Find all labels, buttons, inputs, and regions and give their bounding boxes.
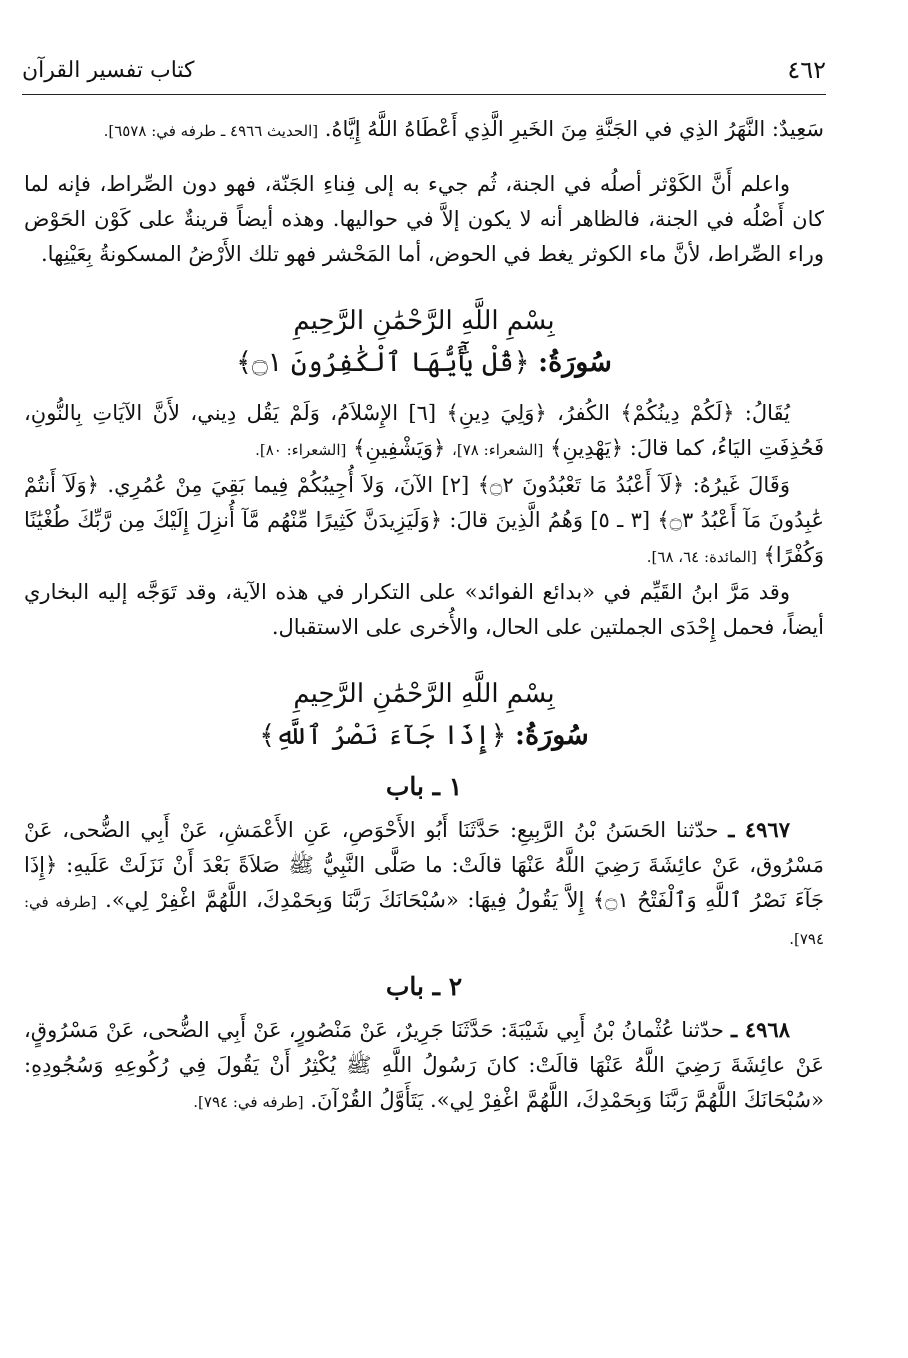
hadith-text: حدّثنا عُثْمانُ بْنُ أَبِي شَيْبَةَ: حَدَّثَنَا جَرِيرٌ، عَنْ مَنْصُورٍ، عَنْ أَبِي الضُّحى، عَنْ مَسْرُوقٍ، عَنْ عائِشَةَ رَضِيَ اللَّهُ عَنْهَا قالَتْ: كانَ رَسُولُ اللَّهِ ﷺ يُكْثِرُ أَنْ يَقُولَ فِي رُكُوعِهِ وَسُجُودِهِ: «سُبْحَانَكَ اللَّهُمَّ رَبَّنَا وَبِحَمْدِكَ، اللَّهُمَّ اغْفِرْ لِي». يَتَأَوَّلُ القُرْآنَ. [24,1018,824,1112]
paragraph-3 [24,396,824,468]
verse-reference: [المائدة: ٦٤، ٦٨]. [646,548,757,566]
paragraph-4-text: وَقَالَ غَيرُهُ: ﴿لَآ أَعْبُدُ مَا تَعْبُدُونَ ۝٢﴾ [٢] الآنَ، وَلاَ أُجِيبُكُمْ فِيما بَقِيَ مِنْ عُمُرِي. ﴿وَلَآ أَنتُمْ عَٰبِدُونَ مَآ أَعْبُدُ ۝٣﴾ [٣ ـ ٥] وَهُمُ الَّذِينَ قالَ: ﴿وَلَيَزِيدَنَّ كَثِيرًا مِّنْهُم مَّآ أُنزِلَ إِلَيْكَ مِن رَّبِّكَ طُغْيَٰنًا وَكُفْرًا﴾ [24,473,824,567]
hadith-4967 [24,812,824,957]
hadith-number: ٤٩٦٨ ـ [730,1017,790,1042]
paragraph-1-text: سَعِيدٌ: النَّهَرُ الذِي في الجَنَّةِ مِنَ الخَيرِ الَّذِي أَعْطَاهُ اللَّهُ إِيَّاهُ. [324,117,824,141]
surah-label: سُورَةُ: [538,347,612,378]
page-content [24,112,824,1120]
hadith-reference: [الحديث ٤٩٦٦ ـ طرفه في: ٦٥٧٨]. [103,122,319,140]
surah-name: ﴿قُلْ يَٰٓأَيُّهَا ٱلْكَٰفِرُونَ ۝١﴾ [236,347,530,378]
surah-heading [24,345,824,380]
chapter-heading: ١ ـ باب [385,772,463,801]
verse-reference: [الشعراء: ٨٠]. [255,441,347,459]
basmala: بِسْمِ اللَّهِ الرَّحْمَٰنِ الرَّحِيمِ [293,679,555,709]
basmala: بِسْمِ اللَّهِ الرَّحْمَٰنِ الرَّحِيمِ [293,306,555,336]
book-title: كتاب تفسير القرآن [22,58,195,83]
paragraph-3-verse: ﴿وَيَشْفِينِ﴾ [353,436,446,460]
surah-heading [24,718,824,753]
hadith-text: حدّثنا الحَسَنُ بْنُ الرَّبِيعِ: حَدَّثَنَا أَبُو الأَحْوَصِ، عَنِ الأَعْمَشِ، عَنْ أَبِي الضُّحى، عَنْ مَسْرُوق، عَنْ عائِشَةَ رَضِيَ اللَّهُ عَنْهَا قالَتْ: ما صَلَّى النَّبِيُّ ﷺ صَلاَةً بَعْدَ أَنْ نَزَلَتْ عَلَيهِ: ﴿إِذَا جَآءَ نَصْرُ ٱللَّهِ وَٱلْفَتْحُ ۝١﴾ إِلاَّ يَقُولُ فِيهَا: «سُبْحَانَكَ رَبَّنَا وَبِحَمْدِكَ، اللَّهُمَّ اغْفِرْ لِي». [24,818,824,912]
paragraph-1 [24,112,824,149]
hadith-reference: [طرفه في: ٧٩٤]. [193,1093,304,1111]
hadith-number: ٤٩٦٧ ـ [728,817,790,842]
page-number: ٤٦٢ [787,56,826,84]
chapter-heading: ٢ ـ باب [385,972,463,1001]
paragraph-2: واعلم أَنَّ الكَوْثر أصلُه في الجنة، ثُم جيء به إلى فِناءِ الجَنّة، فهو دون الصِّراط، فإنه لما كان أَصْلُه في الجنة، فالظاهر أنه لا يكون إلاَّ في حواليها. وهذه أيضاً قرينةٌ على كَوْن الحَوْض وراء الصِّراط، لأنَّ ماء الكوثر يغط في الحوض، أما المَحْشر فهو تلك الأَرْضُ المسكونةُ بِعَيْنِها. [24,172,824,266]
surah-name: ﴿إِذَا جَآءَ نَصْرُ ٱللَّهِ﴾ [259,720,507,751]
surah-label: سُورَةُ: [515,720,589,751]
paragraph-3-text: يُقَالُ: ﴿لَكُمْ دِينُكُمْ﴾ الكُفرُ، ﴿وَلِيَ دِينِ﴾ [٦] الإِسْلاَمُ، وَلَمْ يَقُل دِيني، لأَنَّ الآيَاتِ بِالنُّونِ، فَحُذِفَتِ اليَاءُ، كما قالَ: ﴿يَهْدِينِ﴾ [24,401,824,460]
paragraph-5: وقد مَرَّ ابنُ القَيِّم في «بدائع الفوائد» على التكرار في هذه الآية، وقد تَوَجَّه إليه البخاري أيضاً، فحمل إِحْدَى الجملتين على الحال، والأُخرى على الاستقبال. [24,580,824,639]
page-header [22,52,826,95]
hadith-reference: [طرفه في: ٧٩٤]. [24,893,824,948]
paragraph-4 [24,468,824,575]
hadith-4968 [24,1012,824,1120]
verse-reference: [الشعراء: ٧٨]، [452,441,544,459]
